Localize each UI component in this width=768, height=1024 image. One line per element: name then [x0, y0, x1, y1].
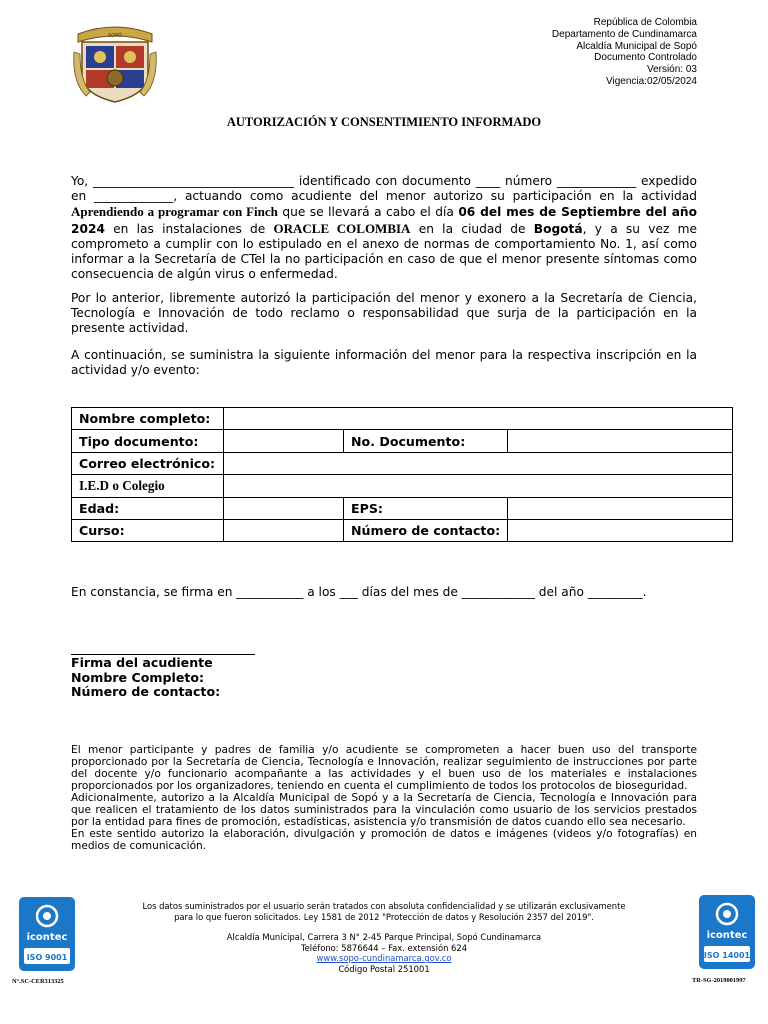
footer-address: Alcaldía Municipal, Carrera 3 N° 2-45 Parque Principal, Sopó Cundinamarca: [226, 932, 542, 942]
commitments-text-1: El menor participante y padres de familia y/o acudiente se comprometen a hacer buen uso del transporte proporcionado por la Secretaría de Ciencia, Tecnología e Innovación, realizar seguimiento de instrucciones por parte del docente y/o funcionario acompañante a las actividades y el buen uso de los materiales e instalaciones proporcionados por los organizadores, teniendo en cuenta el cumplimiento de todos los protocolos de bioseguridad.: [71, 744, 697, 792]
privacy-line-2: para lo que fueron solicitados. Ley 1581 de 2012 "Protección de datos y Resolución 2357 del 2019".: [174, 911, 594, 922]
exoneration-paragraph: Por lo anterior, libremente autorizó la participación del menor y exonero a la Secretaría de Ciencia, Tecnología e Innovación de todo reclamo o responsabilidad que surja de la participación en la presente actividad.: [71, 291, 697, 336]
commitments-text-3: En este sentido autorizo la elaboración, divulgación y promoción de datos e imágenes (videos y/o fotografías) en medios de comunicación.: [71, 828, 697, 852]
field-contact-number[interactable]: [508, 519, 733, 541]
signature-block: [71, 656, 220, 700]
field-doc-number[interactable]: [508, 430, 733, 452]
contact-footer: [0, 932, 768, 974]
label-full-name: Nombre completo:: [72, 408, 224, 430]
header-municipality: Alcaldía Municipal de Sopó: [576, 40, 697, 52]
header-version: Versión: 03: [646, 64, 697, 76]
header-country: República de Colombia: [593, 17, 697, 28]
label-eps: EPS:: [344, 497, 508, 519]
authorization-paragraph: [71, 174, 697, 282]
footer-phone: Teléfono: 5876644 – Fax. extensión 624: [300, 942, 468, 953]
label-doc-number: No. Documento:: [344, 430, 508, 452]
commitments-text-2: Adicionalmente, autorizo a la Alcaldía Municipal de Sopó y a la Secretaría de Ciencia, Tecnología e Innovación para que realicen el tratamiento de los datos suministrados para la vinculación como usuario de los servicios prestados por la entidad para fines de promoción, estadísticas, asistencia y/o transmisión de datos cuando ello sea necesario.: [71, 792, 697, 828]
table-row: [72, 519, 733, 541]
table-row: [72, 497, 733, 519]
table-row: [72, 452, 733, 474]
venue-name: ORACLE COLOMBIA: [273, 220, 411, 236]
table-row: [72, 408, 733, 430]
info-intro-paragraph: A continuación, se suministra la siguiente información del menor para la respectiva inscripción en la actividad y/o evento:: [71, 348, 697, 378]
crest-label: SOPÓ: [107, 33, 123, 39]
label-email: Correo electrónico:: [72, 452, 224, 474]
iso-14001-label: ISO 14001: [703, 951, 751, 960]
table-row: [72, 475, 733, 497]
para1-text-b: que se llevará a cabo el día: [277, 205, 459, 220]
label-doc-type: Tipo documento:: [72, 430, 224, 452]
icontec-iso14001-logo: [698, 894, 756, 970]
field-school[interactable]: [224, 475, 733, 497]
header-validity: Vigencia:02/05/2024: [605, 75, 697, 87]
field-email[interactable]: [224, 452, 733, 474]
field-course[interactable]: [224, 519, 344, 541]
city-name: Bogotá: [533, 221, 583, 236]
certificate-number-right: TR-SG-2019001997: [692, 977, 746, 984]
field-full-name[interactable]: [224, 408, 733, 430]
icontec-brand-right: icontec: [706, 930, 748, 941]
para1-text-d: en la ciudad de: [410, 221, 534, 236]
footer-postal-code: Código Postal 251001: [338, 963, 430, 974]
icontec-iso9001-logo: [18, 896, 76, 972]
commitments-paragraph: [71, 744, 697, 852]
activity-name: Aprendiendo a programar con Finch: [71, 204, 278, 220]
label-contact-number: Número de contacto:: [344, 519, 508, 541]
activity-date: 06 del mes de Septiembre del año 2024: [71, 205, 697, 236]
website-link[interactable]: www.sopo-cundinamarca.gov.co: [316, 953, 452, 964]
municipality-crest-logo: [72, 22, 158, 104]
field-age[interactable]: [224, 497, 344, 519]
field-doc-type[interactable]: [224, 430, 344, 452]
privacy-notice: [0, 901, 768, 922]
label-course: Curso:: [72, 519, 224, 541]
table-row: [72, 430, 733, 452]
header-department: Departamento de Cundinamarca: [551, 28, 697, 40]
icontec-brand-left: icontec: [26, 932, 68, 943]
label-age: Edad:: [72, 497, 224, 519]
signature-contact-label: Número de contacto:: [71, 684, 221, 700]
signature-name-label: Nombre Completo:: [71, 669, 205, 685]
document-title: AUTORIZACIÓN Y CONSENTIMIENTO INFORMADO: [226, 115, 542, 129]
iso-9001-label: ISO 9001: [26, 953, 68, 962]
document-header: [552, 17, 697, 88]
para1-text-a: Yo, _________________________________ identificado con documento ____ número _____________ expedido en _____________, actuando como acudiente del menor autorizo su participación en la actividad: [71, 174, 697, 204]
certificate-number-left: N°.SC-CER313325: [12, 978, 64, 985]
para1-text-c: en las instalaciones de: [104, 221, 274, 236]
label-school: I.E.D o Colegio: [72, 475, 224, 497]
field-eps[interactable]: [508, 497, 733, 519]
signature-label: Firma del acudiente: [71, 655, 213, 670]
para1-text-e: , y a su vez me comprometo a cumplir con lo estipulado en el anexo de normas de comportamiento No. 1, así como informar a la Secretaría de CTeI la no participación en caso de que el menor presente síntomas como consecuencia de algún virus o enfermedad.: [71, 221, 697, 282]
constancia-line: En constancia, se firma en ___________ a los ___ días del mes de ____________ del año _________.: [71, 585, 647, 599]
minor-info-table: [71, 407, 733, 542]
header-doc-type: Documento Controlado: [594, 52, 697, 64]
privacy-line-1: Los datos suministrados por el usuario serán tratados con absoluta confidencialidad y se utilizarán exclusivamente: [142, 901, 626, 911]
